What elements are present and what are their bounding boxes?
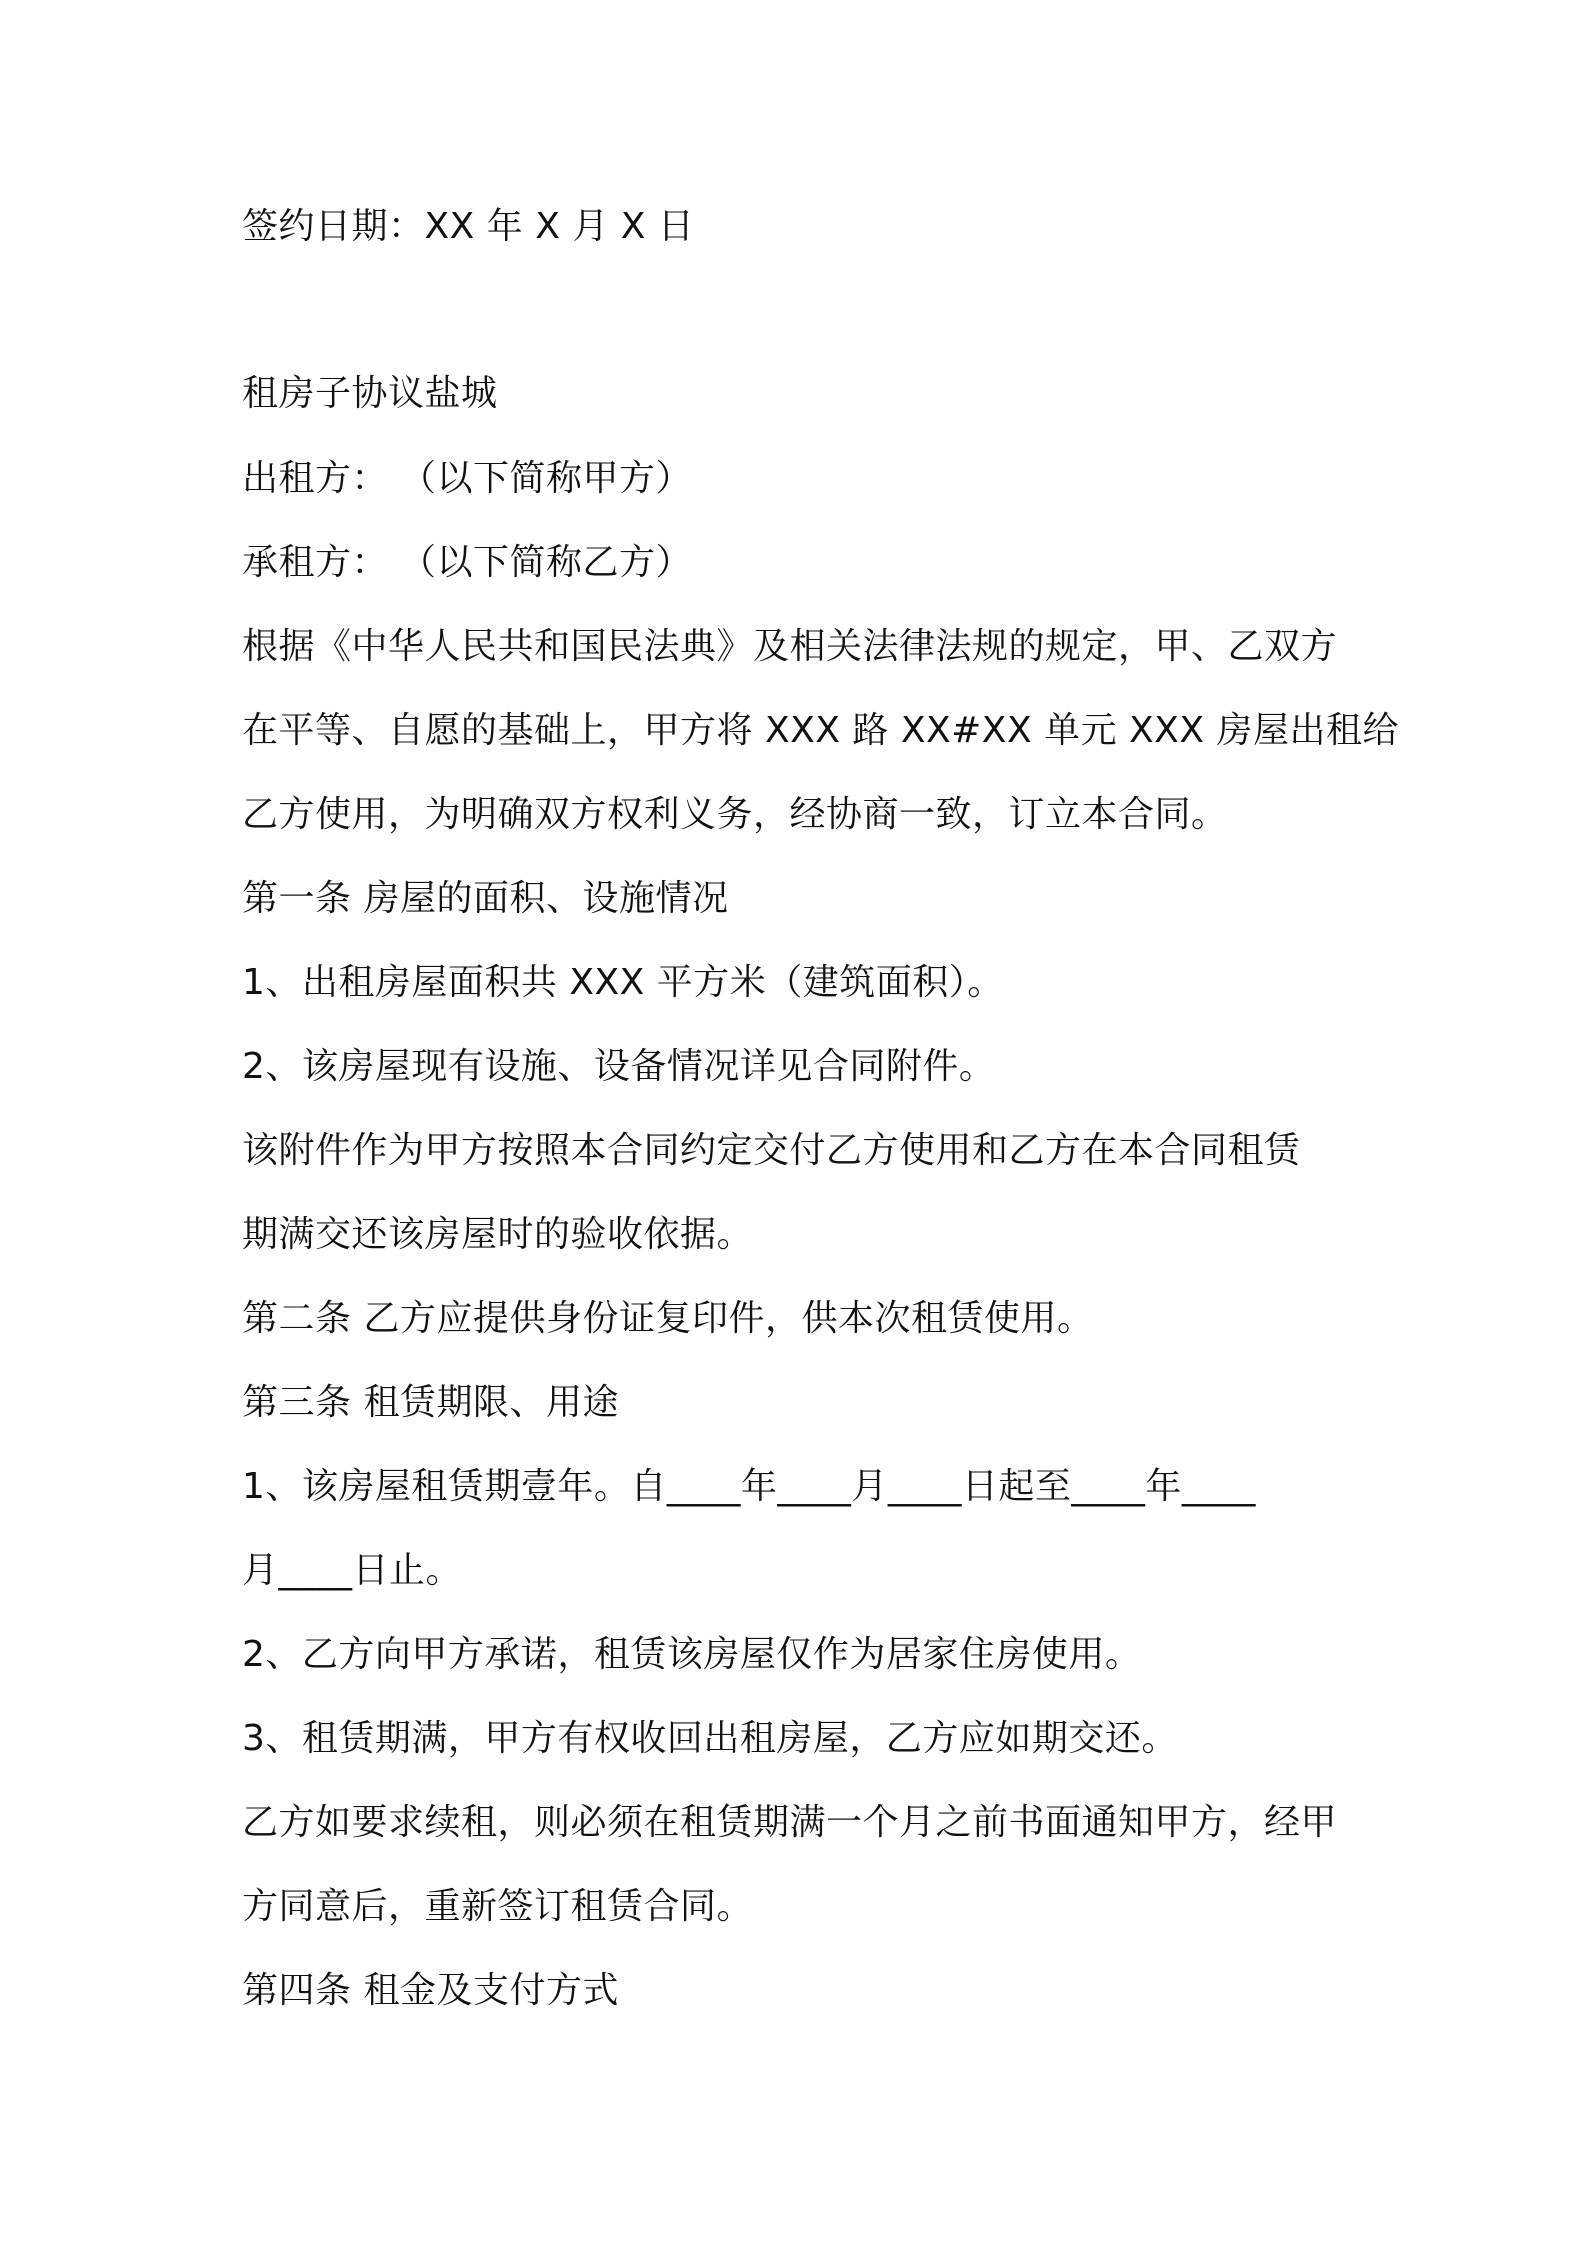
article3-item1-line-2: 月____日止。 bbox=[242, 1550, 463, 1591]
article3-note-line-1: 乙方如要求续租，则必须在租赁期满一个月之前书面通知甲方，经甲 bbox=[242, 1802, 1338, 1843]
article1-item1: 1、出租房屋面积共 XXX 平方米（建筑面积）。 bbox=[242, 962, 1004, 1003]
article3-item2: 2、乙方向甲方承诺，租赁该房屋仅作为居家住房使用。 bbox=[242, 1634, 1142, 1675]
article3-heading: 第三条 租赁期限、用途 bbox=[242, 1382, 619, 1423]
article1-heading: 第一条 房屋的面积、设施情况 bbox=[242, 878, 729, 919]
article3-item3: 3、租赁期满，甲方有权收回出租房屋，乙方应如期交还。 bbox=[242, 1718, 1178, 1759]
lessee-line: 承租方： （以下简称乙方） bbox=[242, 542, 692, 583]
article4-heading: 第四条 租金及支付方式 bbox=[242, 1970, 619, 2011]
intro-line-3: 乙方使用，为明确双方权利义务，经协商一致，订立本合同。 bbox=[242, 794, 1228, 835]
document-title: 租房子协议盐城 bbox=[242, 373, 498, 414]
article3-note-line-2: 方同意后，重新签订租赁合同。 bbox=[242, 1886, 754, 1927]
intro-line-1: 根据《中华人民共和国民法典》及相关法律法规的规定，甲、乙双方 bbox=[242, 626, 1338, 667]
lessor-line: 出租方： （以下简称甲方） bbox=[242, 458, 692, 499]
article1-note-line-2: 期满交还该房屋时的验收依据。 bbox=[242, 1214, 754, 1255]
article1-item2: 2、该房屋现有设施、设备情况详见合同附件。 bbox=[242, 1046, 996, 1087]
intro-line-2: 在平等、自愿的基础上，甲方将 XXX 路 XX#XX 单元 XXX 房屋出租给 bbox=[242, 710, 1399, 751]
article3-item1-line-1: 1、该房屋租赁期壹年。自____年____月____日起至____年____ bbox=[242, 1466, 1256, 1507]
article2-heading: 第二条 乙方应提供身份证复印件，供本次租赁使用。 bbox=[242, 1298, 1094, 1339]
article1-note-line-1: 该附件作为甲方按照本合同约定交付乙方使用和乙方在本合同租赁 bbox=[242, 1130, 1301, 1171]
sign-date: 签约日期：XX 年 X 月 X 日 bbox=[242, 206, 695, 247]
